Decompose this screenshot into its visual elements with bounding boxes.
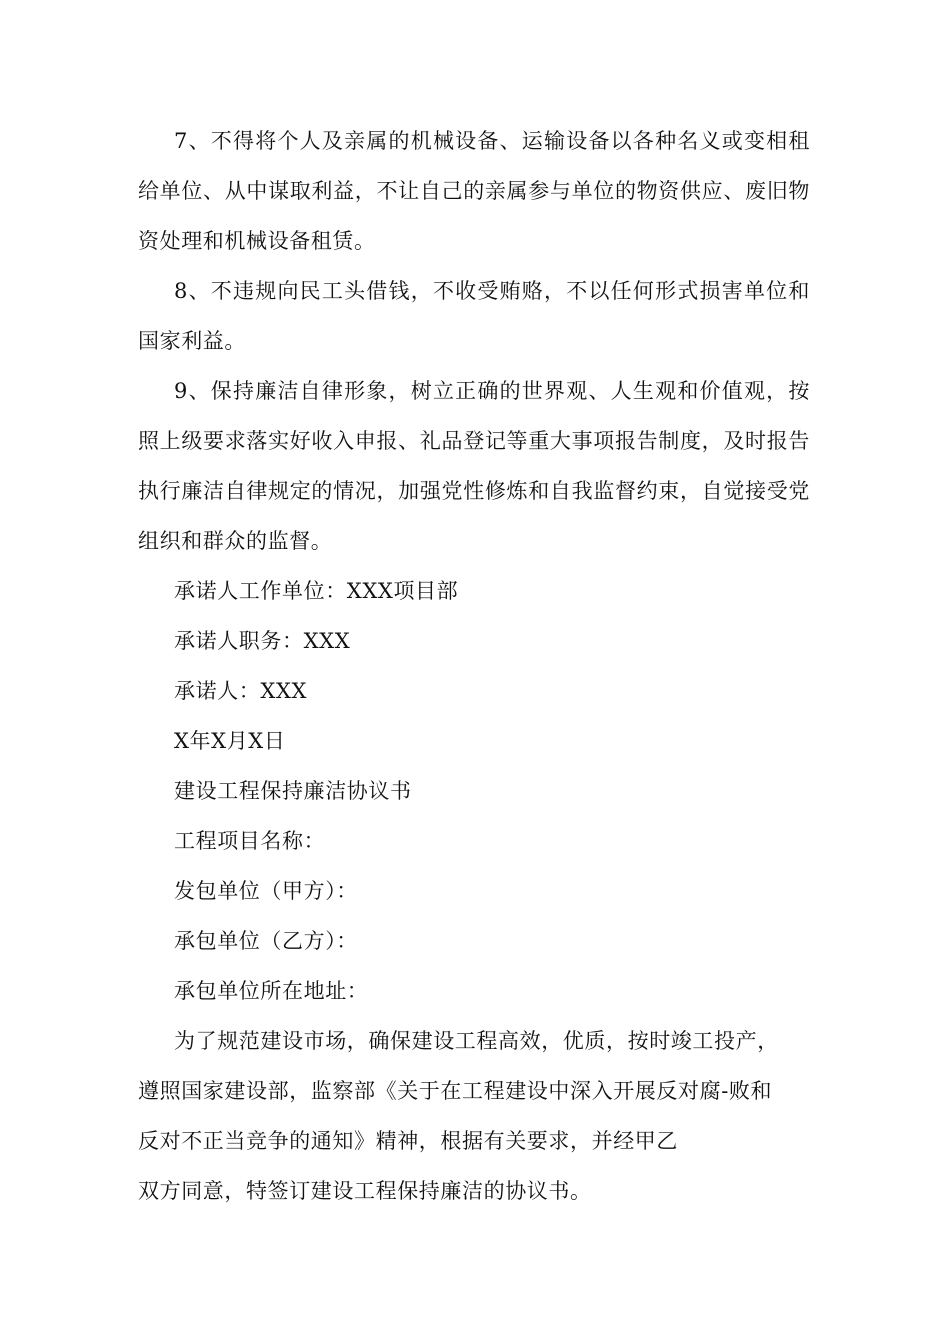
document-body xyxy=(138,116,810,1216)
clause-8: 8、不违规向民工头借钱，不收受贿赂，不以任何形式损害单位和国家利益。 xyxy=(138,279,810,353)
intro-line-1: 为了规范建设市场，确保建设工程高效，优质，按时竣工投产， xyxy=(174,1029,779,1053)
intro-line-2: 遵照国家建设部，监察部《关于在工程建设中深入开展反对腐-败和 xyxy=(138,1079,773,1103)
intro-line-3: 反对不正当竞争的通知》精神，根据有关要求，并经甲乙 xyxy=(138,1129,678,1153)
clause-9: 9、保持廉洁自律形象，树立正确的世界观、人生观和价值观，按照上级要求落实好收入申报、礼品登记等重大事项报告制度，及时报告执行廉洁自律规定的情况，加强党性修炼和自我监督约束，自觉接受党组织和群众的监督。 xyxy=(138,379,810,553)
promiser-name: 承诺人：XXX xyxy=(174,679,308,703)
party-b-field: 承包单位（乙方）： xyxy=(174,929,358,953)
intro-line-4: 双方同意，特签订建设工程保持廉洁的协议书。 xyxy=(138,1179,592,1203)
promiser-position: 承诺人职务：XXX xyxy=(174,629,351,653)
promise-date: X年X月X日 xyxy=(174,729,286,753)
party-a-field: 发包单位（甲方）： xyxy=(174,879,358,903)
agreement-title: 建设工程保持廉洁协议书 xyxy=(174,779,412,803)
project-name-field: 工程项目名称： xyxy=(174,829,326,853)
party-b-address-field: 承包单位所在地址： xyxy=(174,979,369,1003)
clause-7: 7、不得将个人及亲属的机械设备、运输设备以各种名义或变相租给单位、从中谋取利益，不让自己的亲属参与单位的物资供应、废旧物资处理和机械设备租赁。 xyxy=(138,129,810,253)
promiser-unit: 承诺人工作单位：XXX项目部 xyxy=(174,579,459,603)
